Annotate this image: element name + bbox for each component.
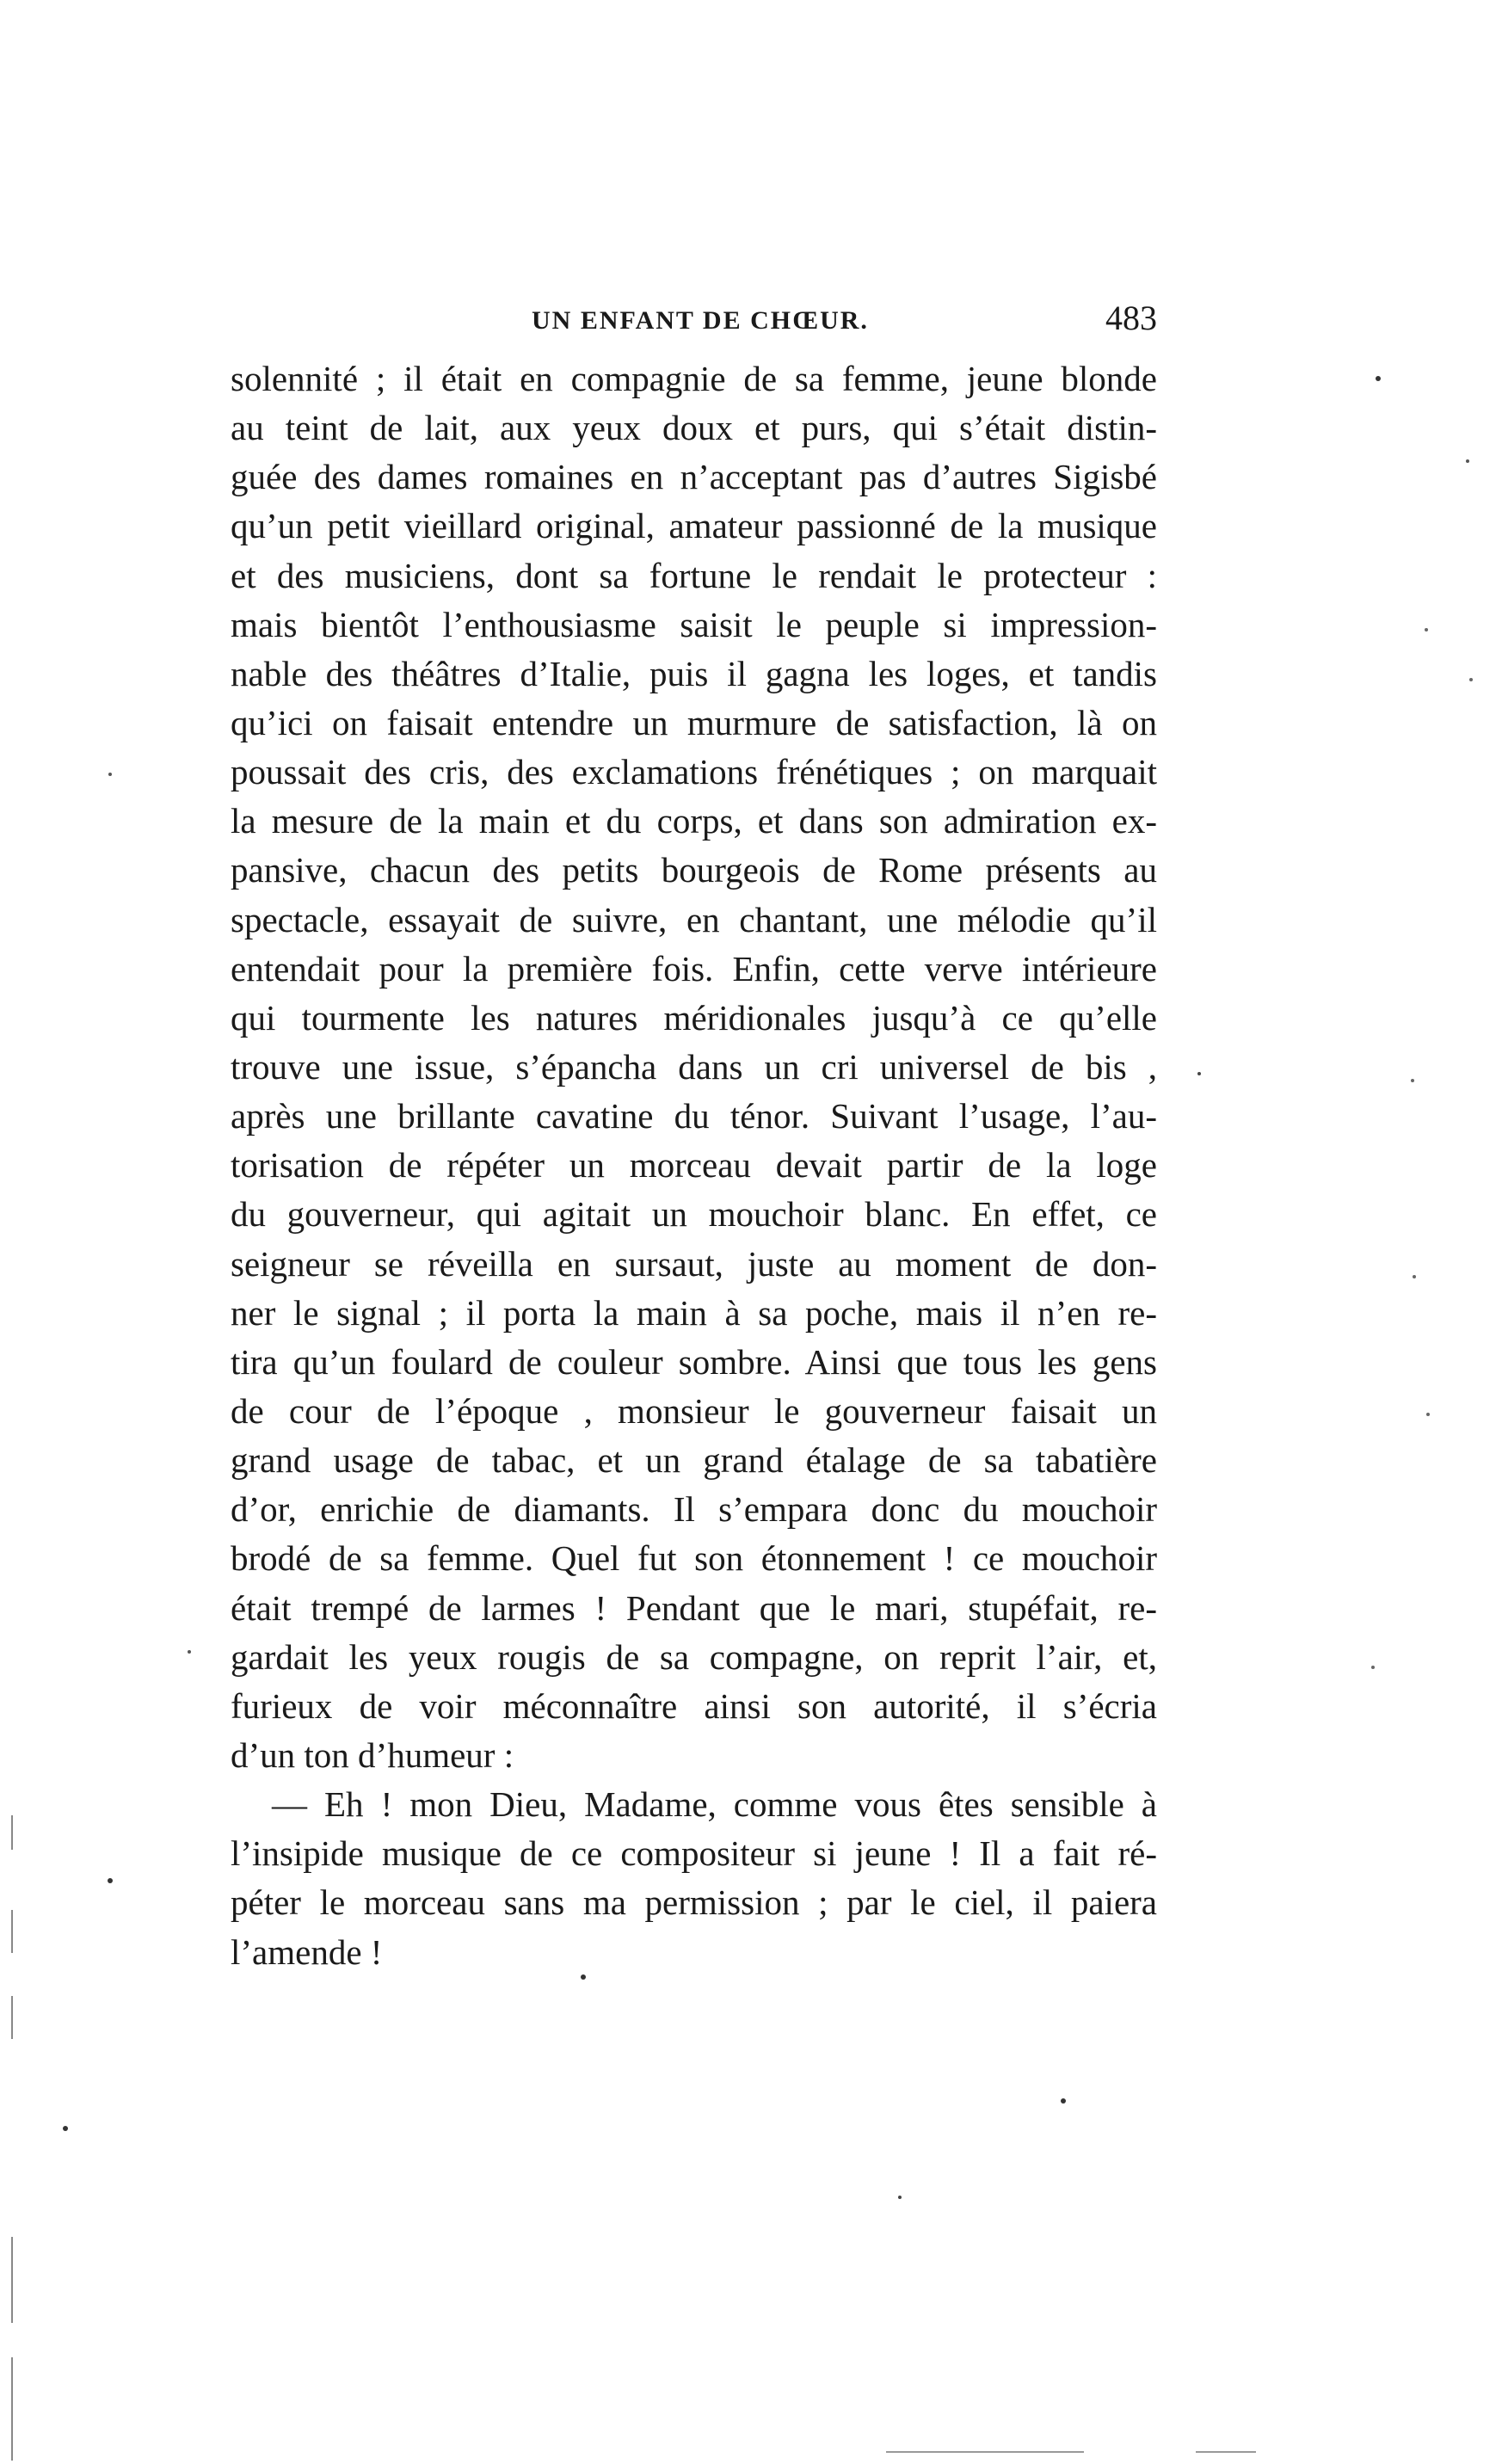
speck [1426,1413,1430,1416]
speck [898,2196,902,2199]
speck [1197,1072,1201,1075]
text-line: nable des théâtres d’Italie, puis il gagna les loges, et tandis [231,653,1157,693]
text-line: ner le signal ; il porta la main à sa poche, mais il n’en re- [231,1292,1157,1333]
text-line: l’amende ! [231,1931,383,1972]
speck [1371,1666,1375,1669]
text-line: tira qu’un foulard de couleur sombre. Ainsi que tous les gens [231,1341,1157,1382]
text-line: était trempé de larmes ! Pendant que le mari, stupéfait, re- [231,1587,1157,1628]
text-line: seigneur se réveilla en sursaut, juste au moment de don- [231,1243,1157,1284]
text-line: péter le morceau sans ma permission ; par le ciel, il paiera [231,1882,1157,1923]
text-line: solennité ; il était en compagnie de sa femme, jeune blonde [231,359,1157,398]
body-text [231,354,1157,1977]
speck [1469,678,1473,681]
text-line: mais bientôt l’enthousiasme saisit le peuple si impression- [231,604,1157,644]
speck [108,773,112,776]
text-line: gardait les yeux rougis de sa compagne, on reprit l’air, et, [231,1636,1157,1677]
speck [1061,2098,1066,2104]
text-line: d’or, enrichie de diamants. Il s’empara donc du mouchoir [231,1489,1157,1530]
text-line: — Eh ! mon Dieu, Madame, comme vous êtes sensible à [272,1784,1157,1825]
page-header [231,298,1157,349]
text-line: pansive, chacun des petits bourgeois de Rome présents au [231,850,1157,890]
text-line: brodé de sa femme. Quel fut son étonnement ! ce mouchoir [231,1538,1157,1579]
text-line: qu’un petit vieillard original, amateur passionné de la musique [231,506,1157,546]
text-line: et des musiciens, dont sa fortune le rendait le protecteur : [231,555,1157,595]
speck [1411,1079,1414,1082]
text-line: du gouverneur, qui agitait un mouchoir blanc. En effet, ce [231,1194,1157,1235]
text-line: trouve une issue, s’épancha dans un cri universel de bis , [231,1046,1157,1087]
speck [1413,1275,1416,1278]
text-line: grand usage de tabac, et un grand étalage de sa tabatière [231,1440,1157,1481]
text-line: qui tourmente les natures méridionales jusqu’à ce qu’elle [231,997,1157,1038]
text-line: de cour de l’époque , monsieur le gouverneur faisait un [231,1390,1157,1431]
speck [188,1650,191,1654]
text-line: après une brillante cavatine du ténor. Suivant l’usage, l’au- [231,1096,1157,1137]
speck [1376,376,1381,381]
text-line: la mesure de la main et du corps, et dans son admiration ex- [231,801,1157,841]
text-line: entendait pour la première fois. Enfin, cette verve intérieure [231,948,1157,989]
text-line: furieux de voir méconnaître ainsi son autorité, il s’écria [231,1685,1157,1726]
text-line: d’un ton d’humeur : [231,1734,514,1775]
text-line: poussait des cris, des exclamations frénétiques ; on marquait [231,752,1157,792]
text-line: spectacle, essayait de suivre, en chantant, une mélodie qu’il [231,899,1157,939]
text-line: torisation de répéter un morceau devait partir de la loge [231,1145,1157,1186]
text-line: l’insipide musique de ce compositeur si jeune ! Il a fait ré- [231,1833,1157,1874]
text-line: au teint de lait, aux yeux doux et purs, qui s’était distin- [231,408,1157,448]
running-title: UN ENFANT DE CHŒUR. [532,306,869,335]
speck [63,2126,68,2131]
speck [108,1878,113,1883]
page-number: 483 [1105,299,1157,337]
speck [1466,459,1469,463]
text-line: qu’ici on faisait entendre un murmure de satisfaction, là on [231,702,1157,742]
text-line: guée des dames romaines en n’acceptant pas d’autres Sigisbé [231,457,1157,497]
speck [1425,628,1428,631]
